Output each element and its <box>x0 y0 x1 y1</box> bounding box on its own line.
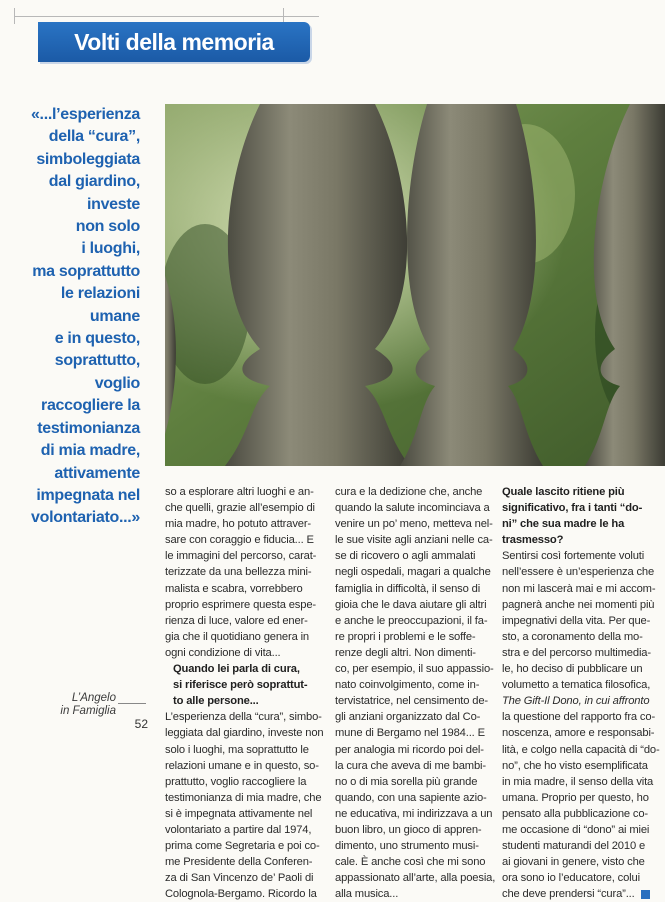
body-text-line: buon libro, un gioco di appren- <box>335 823 482 836</box>
article-column-1 <box>165 484 330 902</box>
pull-quote-line: di mia madre, <box>40 442 140 460</box>
body-text-line: co, per esempio, il suo appassio- <box>335 663 494 676</box>
pull-quote-line: voglio <box>94 374 140 392</box>
body-text-line: negli ospedali, magari a qualche <box>335 566 491 579</box>
body-text-line: ora sono io l’educatore, colui <box>502 872 640 885</box>
body-text-line: rienza di luce, valore ed ener- <box>165 614 308 627</box>
body-text-line: le sue visite agli anziani nelle ca- <box>335 534 493 547</box>
pull-quote-line: attivamente <box>54 464 140 482</box>
body-text-line: re propri i problemi e le soffe- <box>335 630 476 643</box>
body-text-line: non mi lascerà mai e mi accom- <box>502 582 656 595</box>
section-banner <box>38 22 310 62</box>
body-text-line: la questione del rapporto fra co- <box>502 711 656 724</box>
body-text-line: terizzate da una bellezza mini- <box>165 566 312 579</box>
body-text-line: per analogia mi ricordo poi del- <box>335 743 484 756</box>
header-rule <box>14 16 319 17</box>
body-text-line: renze degli altri. Non dimenti- <box>335 646 476 659</box>
body-text-line: quando, con una sapiente azio- <box>335 791 487 804</box>
body-text-line: se di ricovero o agli ammalati <box>335 550 476 563</box>
body-text-line: solo i luoghi, ma soprattutto le <box>165 743 309 756</box>
pull-quote-line: soprattutto, <box>54 352 140 370</box>
body-text-line: volumetto a tematica filosofica, <box>502 679 651 692</box>
body-text-line: so a esplorare altri luoghi e an- <box>165 486 314 498</box>
body-text-line: la cura che aveva di me bambi- <box>335 759 486 772</box>
body-text-line: proprio esprimere questa espe- <box>165 598 316 611</box>
body-text-line: umana. Proprio per questo, ho <box>502 791 649 804</box>
body-text-line: sare con coraggio e fiducia... E <box>165 534 314 547</box>
body-text-line: mune di Bergamo nel 1984... E <box>335 727 485 740</box>
body-text-line: malista e scabra, vorrebbero <box>165 582 303 595</box>
body-text-line: cale. È anche così che mi sono <box>335 856 486 869</box>
body-text-line: le, ho deciso di pubblicare un <box>502 663 643 676</box>
pull-quote <box>12 104 140 530</box>
pull-quote-line: «...l’esperienza <box>30 106 140 123</box>
interview-question-line: si riferisce però soprattut- <box>173 679 308 692</box>
body-text-line: in mia madre, il senso della vita <box>502 775 654 788</box>
body-text-line: L’esperienza della “cura”, simbo- <box>165 711 322 724</box>
pull-quote-line: le relazioni <box>60 285 140 303</box>
magazine-name-line: L’Angelo <box>71 692 116 704</box>
body-text-line: me Presidente della Conferen- <box>165 856 313 869</box>
caption-rule <box>118 703 146 704</box>
body-text-line: alla musica... <box>335 888 399 901</box>
pull-quote-line: della “cura”, <box>48 128 140 146</box>
body-text-line: dimento, uno strumento musi- <box>335 840 479 853</box>
body-text-line: famiglia in difficoltà, il senso di <box>335 582 481 595</box>
pull-quote-line: impegnata nel <box>36 486 140 504</box>
body-text-line: appassionato all’arte, alla poesia, <box>335 872 496 885</box>
body-text-line: che quelli, grazie all’esempio di <box>165 502 315 515</box>
pull-quote-line: e in questo, <box>54 330 140 348</box>
body-text-line: me occasione di “dono” ai miei <box>502 823 650 836</box>
body-text-line: quando la salute incominciava a <box>335 502 490 515</box>
body-text-line: za di San Vincenzo de’ Paoli di <box>165 872 314 885</box>
body-text-line: Sentirsi così fortemente voluti <box>502 550 645 563</box>
pull-quote-line: testimonianza <box>37 419 140 437</box>
body-text-line: testimonianza di mia madre, che <box>165 791 322 804</box>
body-text-line: gioia che le dava aiutare gli altri <box>335 598 487 611</box>
body-text-line: leggiata dal giardino, investe non <box>165 727 324 740</box>
pull-quote-line: dal giardino, <box>48 173 140 191</box>
body-text-line: ne educativa, mi indirizzava a un <box>335 807 493 820</box>
body-text-line: sto, a coronamento della mo- <box>502 630 643 643</box>
pull-quote-line: simboleggiata <box>36 150 140 168</box>
body-text-line: le immagini del percorso, carat- <box>165 550 317 563</box>
body-text-line: pensato alla pubblicazione co- <box>502 807 649 820</box>
body-text-line: mia madre, ho potuto attraver- <box>165 518 311 531</box>
interview-question-line: ni” che sua madre le ha <box>502 518 625 531</box>
body-text-line: studenti maturandi del 2010 e <box>502 840 646 853</box>
body-text-line: venire un po’ meno, metteva nel- <box>335 518 493 531</box>
body-text-line: nell’essere è un’esperienza che <box>502 566 655 579</box>
body-text-line: gli anziani organizzato dal Co- <box>335 711 481 724</box>
pull-quote-line: ma soprattutto <box>32 262 140 280</box>
section-title: Volti della memoria <box>74 29 274 55</box>
body-text-line: no”, che ho visto esemplificata <box>502 759 648 772</box>
body-text-line: noscenza, amore e responsabi- <box>502 727 655 740</box>
body-text-line: relazioni umane e in questo, so- <box>165 759 319 772</box>
article-column-2 <box>335 484 497 902</box>
stone-balustrade-photo <box>165 104 665 466</box>
body-text-line: si è impegnata attivamente nel <box>165 807 313 820</box>
body-text-line: Colognola-Bergamo. Ricordo la <box>165 888 317 901</box>
article-end-mark <box>641 890 650 899</box>
pull-quote-line: umane <box>89 307 140 325</box>
page-number: 52 <box>134 717 148 731</box>
body-text-line: cura e la dedizione che, anche <box>335 486 483 498</box>
magazine-caption <box>40 692 116 718</box>
body-text-line: lità, e colgo nella capacità di “do- <box>502 743 660 756</box>
body-text-line: ogni condizione di vita... <box>165 646 281 659</box>
body-text-line: stra e del percorso multimedia- <box>502 646 651 659</box>
body-text-line: The Gift-Il Dono, in cui affronto <box>502 695 650 708</box>
article-column-3 <box>502 484 664 902</box>
pull-quote-line: investe <box>86 195 140 213</box>
body-text-line: nato coinvolgimento, come in- <box>335 679 480 692</box>
interview-question-line: significativo, fra i tanti “do- <box>502 502 643 515</box>
pull-quote-line: raccogliere la <box>41 397 140 415</box>
body-text-line: volontariato a partire dal 1974, <box>165 823 312 836</box>
header-rule-tick <box>14 8 15 24</box>
interview-question-line: Quale lascito ritiene più <box>502 486 625 498</box>
body-text-line: no o di mia sorella più grande <box>335 775 478 788</box>
pull-quote-line: volontariato...» <box>31 509 140 527</box>
body-text-line: e anche le preoccupazioni, il fa- <box>335 614 488 627</box>
body-text-line: impegnativi della vita. Per que- <box>502 614 651 627</box>
body-text-line: prima come Segretaria e poi co- <box>165 840 320 853</box>
body-text-line: prattutto, voglio raccogliere la <box>165 775 307 788</box>
pull-quote-line: i luoghi, <box>81 240 140 258</box>
body-text-line: ai giovani in genere, visto che <box>502 856 645 869</box>
body-text-line: tervistatrice, nel censimento de- <box>335 695 488 708</box>
pull-quote-line: non solo <box>75 218 140 236</box>
body-text-line: che deve prendersi “cura”... <box>502 888 635 901</box>
magazine-name-line: in Famiglia <box>60 705 116 717</box>
body-text-line: pagnerà anche nei momenti più <box>502 598 655 611</box>
interview-question-line: Quando lei parla di cura, <box>173 663 300 676</box>
interview-question-line: to alle persone... <box>173 695 259 708</box>
balustrade-illustration <box>165 104 665 466</box>
interview-question-line: trasmesso? <box>502 534 564 547</box>
body-text-line: gia che il quotidiano genera in <box>165 630 310 643</box>
